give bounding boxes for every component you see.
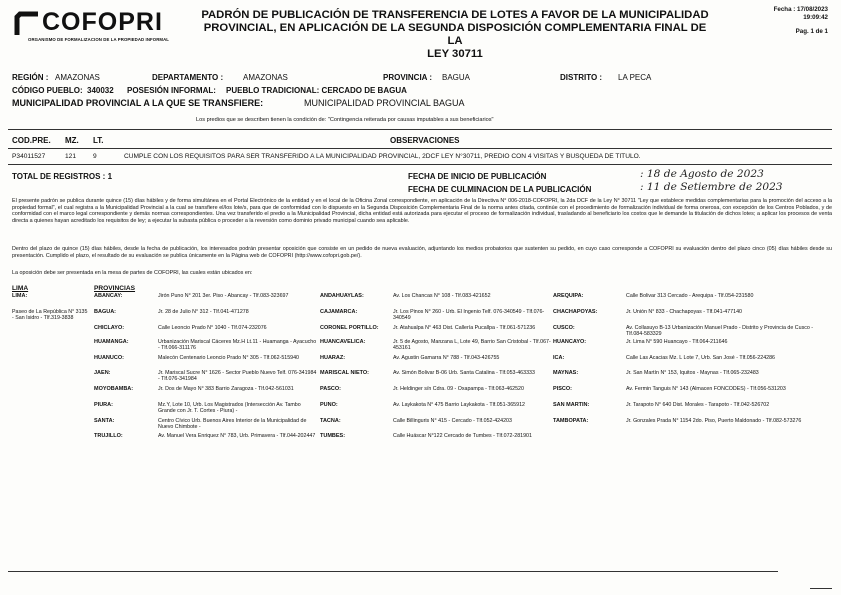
departamento-value: AMAZONAS: [243, 73, 288, 82]
office-label: BAGUA:: [94, 309, 116, 315]
office-label: MOYOBAMBA:: [94, 386, 134, 392]
office-address: Jr. Gonzales Prada N° 1154 2do. Piso, Puerto Maldonado - Tlf.082-573276: [626, 418, 802, 424]
office-address: Calle Las Acacias Mz. L Lote 7, Urb. San José - Tlf.056-224286: [626, 355, 775, 361]
office-label: MAYNAS:: [553, 370, 579, 376]
provincias-header: PROVINCIAS: [94, 285, 136, 292]
distrito-value: LA PECA: [618, 73, 652, 82]
table-top-rule: [8, 129, 832, 130]
row-observacion: CUMPLE CON LOS REQUISITOS PARA SER TRANSFERIDO A LA MUNICIPALIDAD PROVINCIAL, 2DCF LEY N°30711, PREDIO CON 4 VISITAS Y BUSQUEDA DE TITULO.: [124, 153, 641, 160]
logo-subtitle: ORGANISMO DE FORMALIZACION DE LA PROPIEDAD INFORMAL: [28, 37, 170, 42]
table-bottom-rule: [8, 164, 832, 165]
codigo-pueblo-label: CÓDIGO PUEBLO:: [12, 86, 83, 95]
office-address: Jr. Los Pinos N° 260 - Urb. El Ingenio Telf. 076-340549 - Tlf.076-340549: [393, 309, 545, 322]
office-address: Jr. Atahualpa N° 463 Dist. Callería Pucallpa - Tlf.061-571236: [393, 325, 536, 331]
office-label: TAMBOPATA:: [553, 418, 589, 424]
office-label: PISCO:: [553, 386, 572, 392]
lima-header: LIMA: [12, 285, 29, 292]
page-number: Pag. 1 de 1: [795, 28, 828, 35]
office-address: Calle Bolivar 313 Cercado - Arequipa - Tlf.054-231580: [626, 293, 754, 299]
logo-name: COFOPRI: [42, 8, 163, 36]
office-label: JAEN:: [94, 370, 111, 376]
footer-mark: [810, 588, 832, 589]
fecha-culminacion-label: FECHA DE CULMINACION DE LA PUBLICACIÓN: [408, 185, 592, 194]
office-label: HUANCAVELICA:: [320, 339, 366, 345]
office-label: AREQUIPA:: [553, 293, 584, 299]
office-address: Urbanización Mariscal Cáceres Mz.H Lt.11 - Huamanga - Ayacucho - Tlf.066-311176: [158, 339, 317, 352]
office-label: PUNO:: [320, 402, 338, 408]
office-address: Jr. Unión N° 833 - Chachapoyas - Tlf.041-477140: [626, 309, 742, 315]
office-address: Av. Manuel Vera Enriquez N° 783, Urb. Primavera - Tlf.044-202447: [158, 433, 316, 439]
cofopri-logo: [14, 8, 184, 48]
office-address: Mz.Y, Lote 10, Urb. Los Magistrados (Intersección Av. Tambo Grande con Jr. T. Cortes - Piura) -: [158, 402, 301, 415]
office-address: Calle Leoncio Prado N° 1040 - Tlf.074-232076: [158, 325, 267, 331]
provincia-value: BAGUA: [442, 73, 471, 82]
office-address: Jr. San Martín N° 153, Iquitos - Maynas - Tlf.065-232483: [626, 370, 759, 376]
office-label: MARISCAL NIETO:: [320, 370, 369, 376]
region-value: AMAZONAS: [55, 73, 100, 82]
office-address: Av. Simón Bolivar B-06 Urb. Santa Catalina - Tlf.053-463333: [393, 370, 535, 376]
lima-label: LIMA:: [12, 293, 28, 299]
office-address: Jr. Mariscal Sucre N° 1626 - Sector Pueblo Nuevo Telf. 076-341984 - Tlf.076-341984: [158, 370, 317, 383]
condicion-text: Los predios que se describen tienen la condición de: "Contingencia reiterada por causas imputables a sus beneficiarios": [196, 117, 494, 123]
col-header-codpre: COD.PRE.: [12, 136, 51, 145]
col-header-lt: LT.: [93, 136, 104, 145]
office-address: Jirón Puno N° 201 3er. Piso - Abancay - Tlf.083-323697: [158, 293, 289, 299]
office-label: TRUJILLO:: [94, 433, 123, 439]
departamento-label: DEPARTAMENTO :: [152, 73, 224, 82]
region-label: REGIÓN :: [12, 73, 49, 82]
paragraph-1: El presente padrón se publica durante quince (15) días hábiles y de forma simultánea en el Portal Electrónico de la entidad y en el local de la Oficina Zonal correspondiente, en aplicación de la Directiva N° 006-2018-COFOPRI, la 2da DCF de la Ley N° 30711 "Ley que establece medidas complementarias para la promoción del acceso a la propiedad formal", el cual registra a la Municipalidad Provincial a la cual se transfiere el/los lote/s, para que de conformidad con lo dispuesto en la Segunda Disposición Complementaria Final de la norma antes citada, continúe con el procedimiento de formalización individual de forma onerosa, con excepción de los Centros Poblados, y de conformidad con el marco legal correspondiente y demás normas correspondientes. Una vez transferido el predio a la Municipalidad Provincial, dicha entidad está autorizada para ejecutar el proceso de formalización individual, trasladando al beneficiario los costos que le demande la titulación de dichos lotes; a aplicar los procesos de venta directa a quienes hayan acreditado los requisitos de ley; a ejecutar la subasta pública o proceder a la reversión como dominio privado municipal cuando sea aplicable.: [12, 198, 832, 224]
fecha-culminacion-value: : 11 de Setiembre de 2023: [640, 181, 783, 193]
title-line-1: PADRÓN DE PUBLICACIÓN DE TRANSFERENCIA DE LOTES A FAVOR DE LA MUNICIPALIDAD: [201, 9, 709, 21]
footer-rule: [8, 571, 778, 572]
municipalidad-label: MUNICIPALIDAD PROVINCIAL A LA QUE SE TRANSFIERE:: [12, 98, 264, 108]
office-label: SANTA:: [94, 418, 115, 424]
office-label: CUSCO:: [553, 325, 575, 331]
row-mz: 121: [65, 153, 77, 160]
office-address: Jr. 28 de Julio N° 312 - Tlf.041-471278: [158, 309, 249, 315]
title-line-2: PROVINCIAL, EN APLICACIÓN DE LA SEGUNDA DISPOSICIÓN COMPLEMENTARIA FINAL DE LA: [203, 22, 707, 47]
office-address: Malecón Centenario Leoncio Prado N° 305 - Tlf.062-515940: [158, 355, 300, 361]
total-registros: TOTAL DE REGISTROS : 1: [12, 172, 113, 181]
col-header-observaciones: OBSERVACIONES: [390, 136, 460, 145]
provincia-label: PROVINCIA :: [383, 73, 433, 82]
table-header-rule: [8, 148, 832, 149]
office-label: CHACHAPOYAS:: [553, 309, 598, 315]
office-label: ICA:: [553, 355, 565, 361]
office-label: HUAMANGA:: [94, 339, 129, 345]
office-address: Av. Collasuyo B-13 Urbanización Manuel Prado - Distrito y Provincia de Cusco - Tlf.084-583329: [626, 325, 814, 338]
office-label: ABANCAY:: [94, 293, 123, 299]
office-address: Jr. Heldinger s/n Cdra. 09 - Oxapampa - Tlf.063-462520: [393, 386, 524, 392]
office-address: Jr. Dos de Mayo N° 383 Barrio Zaragoza - Tlf.042-561031: [158, 386, 294, 392]
office-label: CORONEL PORTILLO:: [320, 325, 379, 331]
print-date: Fecha : 17/08/2023: [773, 6, 828, 13]
office-label: HUANUCO:: [94, 355, 124, 361]
office-label: PIURA:: [94, 402, 113, 408]
print-meta: [728, 6, 828, 36]
office-address: Av. Los Chancas N° 108 - Tlf.083-421652: [393, 293, 491, 299]
paragraph-2: Dentro del plazo de quince (15) días hábiles, desde la fecha de publicación, los interesados podrán presentar oposición que consiste en un pedido de nueva evaluación, adjuntando los medios probatorios que sustenten su pedido, en cuyo caso corresponde a COFOPRI su evaluación dentro del plazo cinco (05) días hábiles desde su presentación. Cumplido el plazo, el resultado de su evaluación se publica únicamente en la Página web de COFOPRI (http://www.cofopri.gob.pe/).: [12, 246, 832, 259]
office-address: Calle Billinguris N° 415 - Cercado - Tlf.052-424203: [393, 418, 512, 424]
office-label: TACNA:: [320, 418, 341, 424]
office-label: HUANCAYO:: [553, 339, 587, 345]
codigo-pueblo-value: 340032: [87, 86, 114, 95]
distrito-label: DISTRITO :: [560, 73, 603, 82]
office-label: ANDAHUAYLAS:: [320, 293, 364, 299]
office-address: Av. Fermin Tanguis N° 143 (Almacen FONCODES) - Tlf.056-531203: [626, 386, 786, 392]
office-address: Jr. Lima N° 590 Huancayo - Tlf.064-211646: [626, 339, 728, 345]
fecha-inicio-label: FECHA DE INICIO DE PUBLICACIÓN: [408, 172, 547, 181]
posesion-label: POSESIÓN INFORMAL:: [127, 86, 216, 95]
office-label: CAJAMARCA:: [320, 309, 358, 315]
fecha-inicio-value: : 18 de Agosto de 2023: [640, 168, 764, 180]
page-title: [195, 9, 715, 61]
office-address: Av. Agustin Gamarra N° 788 - Tlf.043-426755: [393, 355, 500, 361]
posesion-value: PUEBLO TRADICIONAL: CERCADO DE BAGUA: [226, 86, 407, 95]
office-label: CHICLAYO:: [94, 325, 125, 331]
office-address: Jr. 5 de Agosto, Manzana L, Lote 49, Barrio San Cristobal - Tlf.067-453161: [393, 339, 551, 352]
row-lt: 9: [93, 153, 97, 160]
title-line-3: LEY 30711: [427, 48, 483, 60]
office-address: Jr. Tarapoto N° 640 Dist. Morales - Tarapoto - Tlf.042-526702: [626, 402, 770, 408]
office-label: SAN MARTIN:: [553, 402, 590, 408]
lima-address: Paseo de La República N° 3135 - San Isidro - Tlf.319-3838: [12, 309, 88, 322]
municipalidad-value: MUNICIPALIDAD PROVINCIAL BAGUA: [304, 98, 465, 108]
col-header-mz: MZ.: [65, 136, 79, 145]
office-address: Calle Huáscar N°122 Cercado de Tumbes - Tlf.072-281901: [393, 433, 532, 439]
row-codpre: P34011527: [12, 153, 46, 160]
paragraph-3: La oposición debe ser presentada en la mesa de partes de COFOPRI, las cuales están ubicados en:: [12, 270, 253, 276]
office-label: HUARAZ:: [320, 355, 346, 361]
print-time: 19:09:42: [803, 14, 828, 21]
office-label: PASCO:: [320, 386, 341, 392]
office-address: Centro Cívico Urb. Buenos Aires Interior de la Municipalidad de Nuevo Chimbote -: [158, 418, 307, 431]
office-label: TUMBES:: [320, 433, 346, 439]
logo-bracket-icon: [14, 11, 40, 39]
office-address: Av. Laykakota N° 475 Barrio Laykakota - Tlf.051-365912: [393, 402, 525, 408]
